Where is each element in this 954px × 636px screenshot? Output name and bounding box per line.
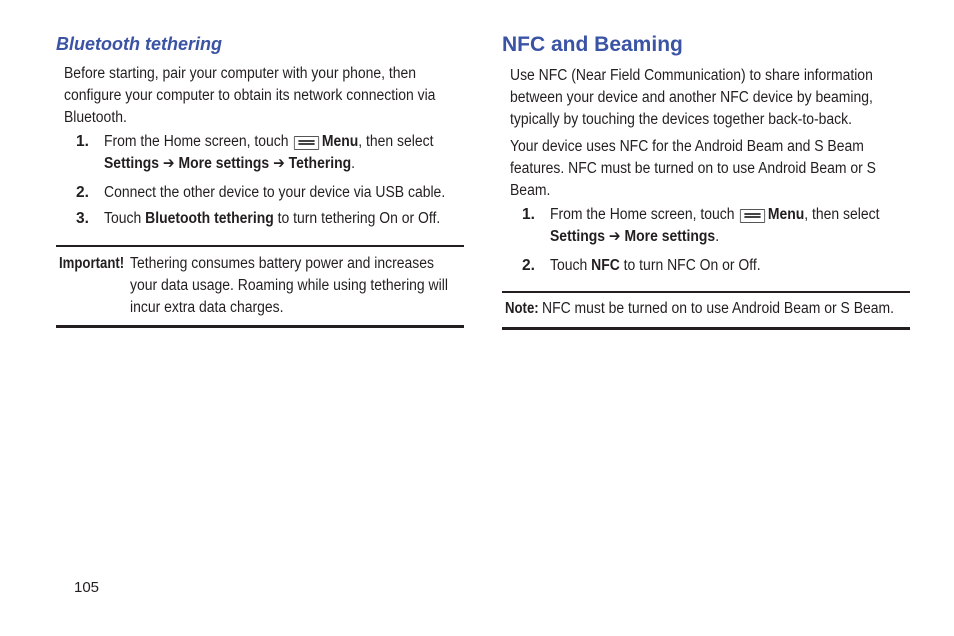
step-number: 1.: [522, 206, 535, 223]
step-number: 2.: [76, 184, 89, 201]
section-heading-nfc-and-beaming: NFC and Beaming: [502, 33, 683, 56]
arrow-icon: ➔: [162, 155, 175, 172]
menu-icon: [294, 136, 319, 150]
important-box: [56, 245, 464, 328]
step-text: From the Home screen, touch Menu, then select Settings ➔ More settings ➔ Tethering.: [104, 133, 434, 172]
important-text: Tethering consumes battery power and increases your data usage. Roaming while using tethering will incur extra data charges.: [130, 255, 448, 316]
step-number: 1.: [76, 133, 89, 150]
note-label: Note:: [505, 300, 539, 317]
section-heading-bluetooth-tethering: Bluetooth tethering: [56, 34, 222, 54]
step-text: Touch NFC to turn NFC On or Off.: [550, 257, 761, 274]
settings-path-2: More settings: [178, 155, 270, 172]
settings-path-2: More settings: [624, 228, 716, 245]
note-box: [502, 291, 910, 330]
settings-path-1: Settings: [550, 228, 606, 245]
step-text: Connect the other device to your device via USB cable.: [104, 184, 446, 201]
bluetooth-tethering-label: Bluetooth tethering: [145, 210, 274, 227]
nfc-intro-paragraph: Use NFC (Near Field Communication) to share information between your device and another NFC device by beaming, typically by touching the devices together back-to-back.: [510, 67, 873, 128]
settings-path-1: Settings: [104, 155, 160, 172]
menu-icon: [740, 209, 765, 223]
nfc-label: NFC: [591, 257, 620, 274]
arrow-icon: ➔: [273, 155, 285, 172]
page-number: 105: [74, 579, 100, 596]
menu-label: Menu: [767, 206, 805, 223]
step-text: Touch Bluetooth tethering to turn tethering On or Off.: [104, 210, 441, 227]
nfc-second-paragraph: Your device uses NFC for the Android Beam and S Beam features. NFC must be turned on to use Android Beam or S Beam.: [510, 138, 876, 199]
menu-label: Menu: [321, 133, 359, 150]
important-label: Important!: [59, 255, 125, 272]
arrow-icon: ➔: [608, 228, 621, 245]
bluetooth-intro-paragraph: Before starting, pair your computer with your phone, then configure your computer to obtain its network connection via Bluetooth.: [64, 65, 436, 126]
step-text: From the Home screen, touch Menu, then select Settings ➔ More settings.: [550, 206, 880, 245]
step-number: 3.: [76, 210, 89, 227]
settings-path-3: Tethering: [288, 155, 352, 172]
note-text: NFC must be turned on to use Android Beam or S Beam.: [542, 300, 895, 317]
step-number: 2.: [522, 257, 535, 274]
